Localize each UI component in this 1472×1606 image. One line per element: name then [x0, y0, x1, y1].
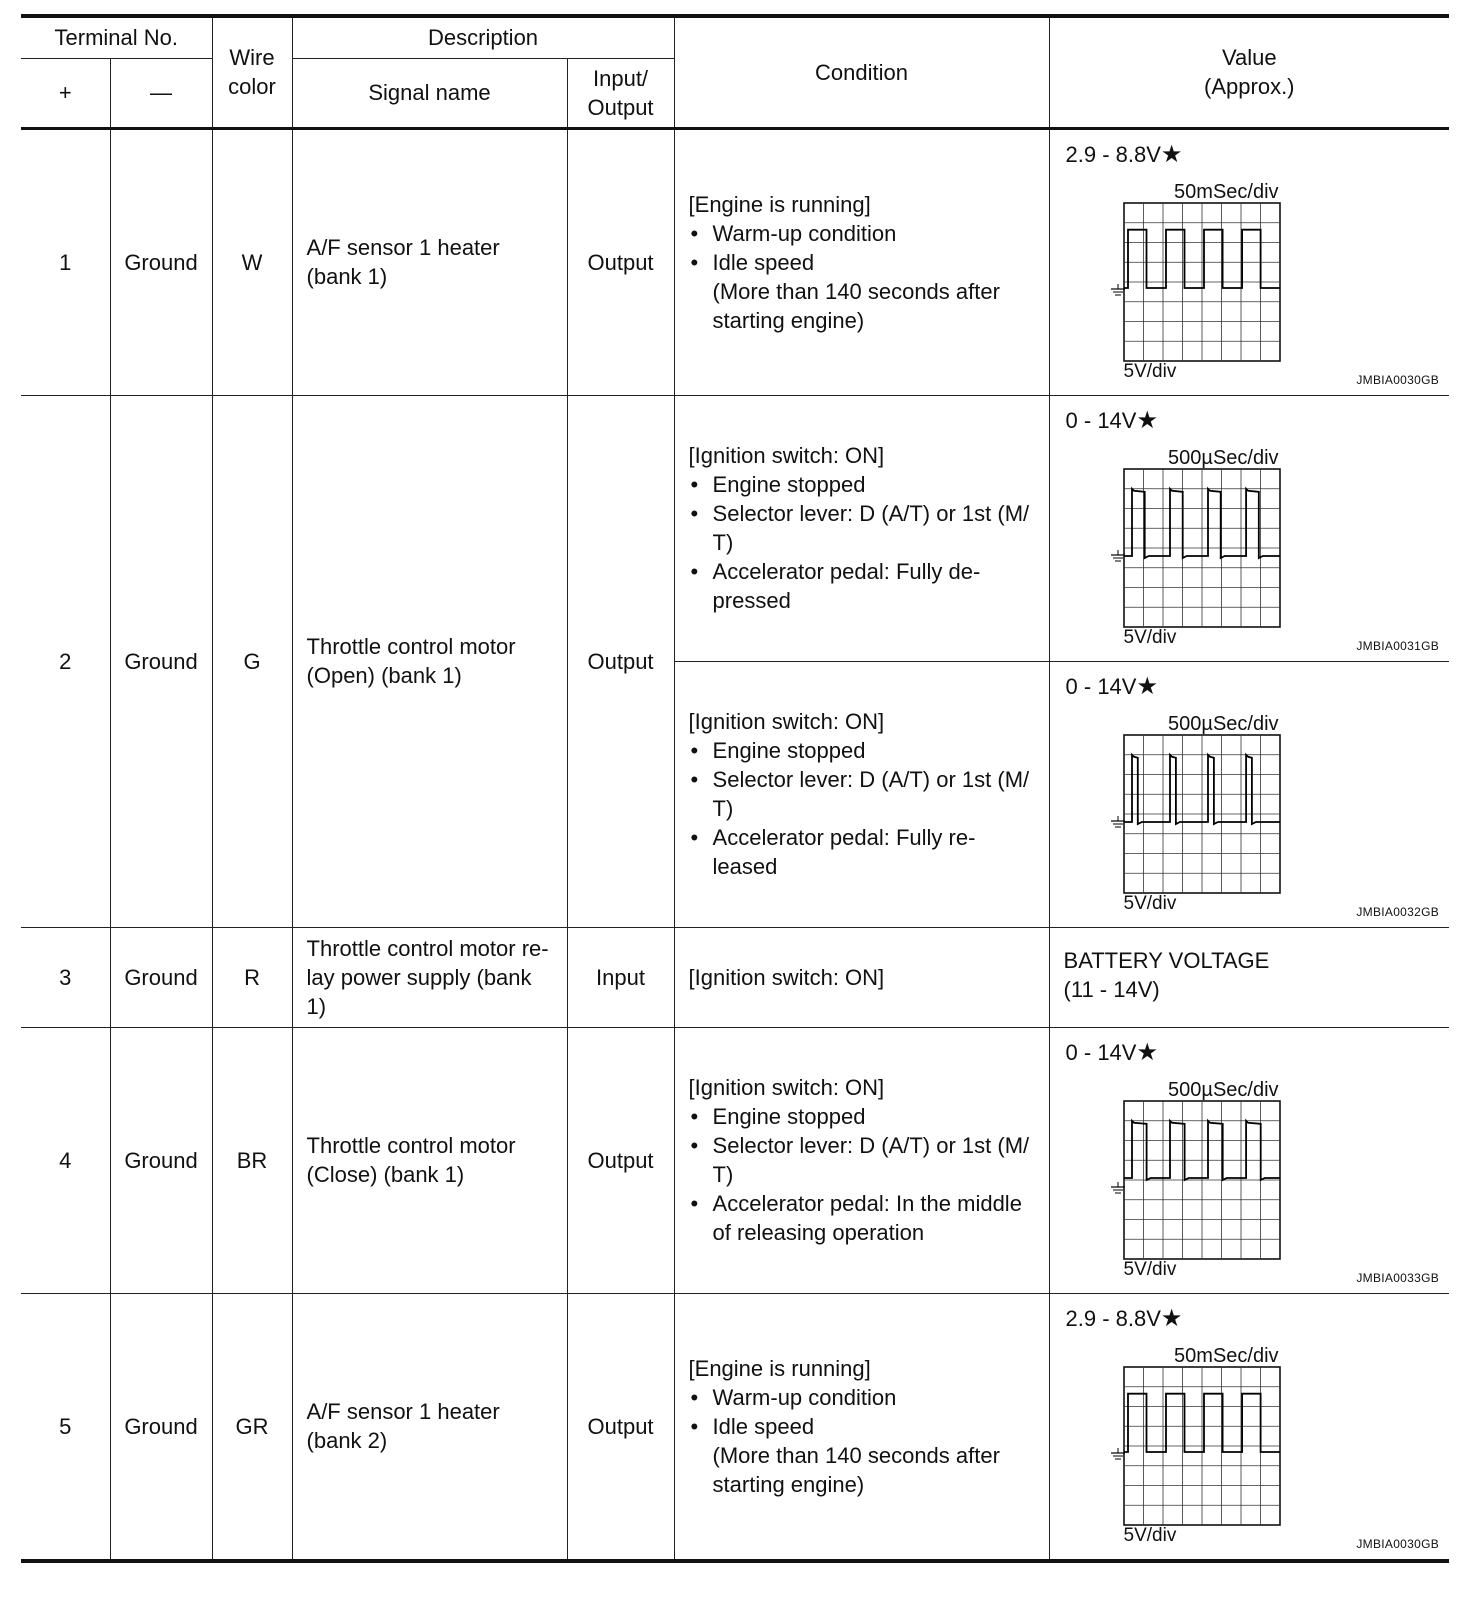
signal-name-line: (Open) (bank 1)	[306, 663, 462, 688]
condition-item	[689, 470, 1043, 499]
table-row	[21, 395, 1449, 661]
timebase-label: 500µSec/div	[1168, 446, 1279, 469]
terminal-plus: 2	[21, 395, 110, 927]
wire-color: BR	[212, 1027, 292, 1293]
condition-list	[689, 1383, 1043, 1441]
wire-color: W	[212, 128, 292, 395]
condition-item	[689, 1131, 1043, 1189]
condition-item-text: Selector lever: D (A/T) or 1st (M/ T)	[712, 501, 1030, 555]
signal-name-line: Throttle control motor	[306, 634, 516, 659]
timebase-label: 500µSec/div	[1168, 1078, 1279, 1101]
figure-code: JMBIA0033GB	[1356, 1270, 1440, 1285]
condition-title: [Engine is running]	[688, 1355, 871, 1381]
condition-title: [Ignition switch: ON]	[688, 964, 885, 990]
signal-name-line: A/F sensor 1 heater	[306, 1399, 500, 1424]
value-text: BATTERY VOLTAGE	[1063, 947, 1270, 973]
input-output: Output	[567, 1027, 674, 1293]
value-cell	[1049, 661, 1449, 927]
header-value: Value (Approx.)	[1049, 16, 1449, 128]
condition-item-text: Engine stopped	[712, 472, 866, 497]
signal-name-line: (bank 1)	[306, 264, 388, 289]
condition-cell	[674, 1293, 1049, 1561]
condition-title: [Ignition switch: ON]	[688, 1075, 885, 1100]
oscilloscope-grid	[1102, 1366, 1282, 1526]
header-input-output: Input/ Output	[567, 58, 674, 128]
value-cell	[1049, 927, 1449, 1027]
timebase-label: 50mSec/div	[1174, 180, 1279, 203]
condition-item-text: Warm-up condition	[712, 220, 897, 246]
condition-note: (More than 140 seconds after	[712, 278, 1000, 304]
input-output: Input	[567, 927, 674, 1027]
condition-list	[689, 470, 1043, 615]
voltage-range-text: 2.9 - 8.8V	[1065, 1305, 1161, 1331]
ground-icon	[1111, 1448, 1125, 1459]
star-icon: ★	[1136, 1038, 1158, 1066]
condition-item-text: Engine stopped	[712, 738, 866, 763]
volt-div-label: 5V/div	[1123, 1258, 1177, 1280]
condition-item	[689, 1189, 1043, 1247]
signal-name	[292, 1293, 567, 1561]
terminal-minus: Ground	[110, 395, 212, 927]
condition-item-text: Accelerator pedal: Fully re- leased	[712, 825, 976, 879]
signal-name	[292, 927, 567, 1027]
signal-name-line: (bank 2)	[306, 1428, 388, 1453]
waveform-figure	[1050, 1294, 1450, 1559]
ground-icon	[1111, 284, 1125, 295]
condition-cell	[674, 1027, 1049, 1293]
input-output: Output	[567, 128, 674, 395]
star-icon: ★	[1160, 1304, 1183, 1332]
condition-item	[689, 499, 1043, 557]
signal-name	[292, 395, 567, 927]
oscilloscope-grid	[1102, 468, 1282, 628]
voltage-range-text: 0 - 14V	[1065, 407, 1137, 433]
condition-item	[689, 219, 1043, 248]
signal-name-line: Throttle control motor re-	[306, 935, 549, 961]
table-row	[21, 1027, 1449, 1293]
condition-item	[689, 248, 1043, 277]
terminal-minus: Ground	[110, 128, 212, 395]
terminal-plus: 4	[21, 1027, 110, 1293]
table-row	[21, 927, 1449, 1027]
wire-color: G	[212, 395, 292, 927]
star-icon: ★	[1136, 406, 1158, 434]
header-wire-color: Wire color	[212, 16, 292, 128]
voltage-range	[1066, 1304, 1183, 1333]
condition-cell	[674, 927, 1049, 1027]
volt-div-label: 5V/div	[1123, 360, 1177, 382]
condition-item	[689, 1102, 1043, 1131]
value-text: (11 - 14V)	[1063, 976, 1160, 1002]
condition-note: starting engine)	[712, 307, 865, 333]
header-minus: —	[110, 58, 212, 128]
condition-note: (More than 140 seconds after	[712, 1442, 1000, 1468]
waveform-figure	[1050, 1028, 1450, 1293]
header-terminal-no: Terminal No.	[21, 16, 212, 58]
ground-icon	[1111, 550, 1125, 561]
table-row	[21, 128, 1449, 395]
condition-cell	[674, 395, 1049, 661]
condition-item	[689, 736, 1043, 765]
value-cell	[1049, 128, 1449, 395]
input-output: Output	[567, 395, 674, 927]
oscilloscope-grid	[1102, 734, 1282, 894]
waveform-figure	[1050, 662, 1450, 927]
volt-div-label: 5V/div	[1123, 1524, 1177, 1546]
figure-code: JMBIA0030GB	[1356, 1536, 1440, 1551]
ground-icon	[1111, 1182, 1125, 1193]
condition-list	[689, 736, 1043, 881]
condition-item-text: Idle speed	[712, 249, 815, 275]
figure-code: JMBIA0031GB	[1356, 638, 1440, 653]
waveform-figure	[1050, 396, 1450, 661]
terminal-table	[21, 14, 1449, 1563]
wire-color: R	[212, 927, 292, 1027]
condition-title: [Ignition switch: ON]	[688, 709, 885, 734]
header-condition: Condition	[674, 16, 1049, 128]
terminal-minus: Ground	[110, 1027, 212, 1293]
condition-item	[689, 1383, 1043, 1412]
header-description: Description	[292, 16, 674, 58]
condition-item-text: Engine stopped	[712, 1104, 866, 1129]
condition-note: starting engine)	[712, 1471, 865, 1497]
header-signal-name: Signal name	[292, 58, 567, 128]
condition-item-text: Selector lever: D (A/T) or 1st (M/ T)	[712, 767, 1030, 821]
table-row	[21, 1293, 1449, 1561]
condition-title: [Ignition switch: ON]	[688, 443, 885, 468]
voltage-range	[1066, 1038, 1158, 1067]
terminal-minus: Ground	[110, 927, 212, 1027]
terminal-plus: 5	[21, 1293, 110, 1561]
volt-div-label: 5V/div	[1123, 892, 1177, 914]
voltage-range-text: 0 - 14V	[1065, 1039, 1137, 1065]
volt-div-label: 5V/div	[1123, 626, 1177, 648]
voltage-range	[1066, 140, 1183, 169]
signal-name-line: Throttle control motor	[306, 1133, 516, 1158]
condition-item-text: Accelerator pedal: In the middle of releasing operation	[712, 1191, 1022, 1245]
figure-code: JMBIA0030GB	[1356, 372, 1440, 387]
star-icon: ★	[1160, 140, 1183, 168]
condition-list	[689, 219, 1043, 277]
condition-cell	[674, 128, 1049, 395]
voltage-range	[1066, 406, 1158, 435]
signal-name	[292, 1027, 567, 1293]
input-output: Output	[567, 1293, 674, 1561]
timebase-label: 50mSec/div	[1174, 1344, 1279, 1367]
oscilloscope-grid	[1102, 1100, 1282, 1260]
terminal-plus: 3	[21, 927, 110, 1027]
value-cell	[1049, 395, 1449, 661]
condition-item-text: Idle speed	[712, 1413, 815, 1439]
signal-name	[292, 128, 567, 395]
condition-item	[689, 765, 1043, 823]
signal-name-line: (Close) (bank 1)	[306, 1162, 465, 1187]
terminal-plus: 1	[21, 128, 110, 395]
value-cell	[1049, 1027, 1449, 1293]
signal-name-line: lay power supply (bank	[306, 964, 532, 990]
signal-name-line: 1)	[306, 993, 327, 1019]
voltage-range	[1066, 672, 1158, 701]
value-cell	[1049, 1293, 1449, 1561]
waveform-figure	[1050, 130, 1450, 395]
voltage-range-text: 0 - 14V	[1065, 673, 1137, 699]
condition-cell	[674, 661, 1049, 927]
figure-code: JMBIA0032GB	[1356, 904, 1440, 919]
terminal-minus: Ground	[110, 1293, 212, 1561]
signal-name-line: A/F sensor 1 heater	[306, 235, 500, 260]
condition-item-text: Accelerator pedal: Fully de- pressed	[712, 559, 981, 613]
star-icon: ★	[1136, 672, 1158, 700]
condition-item-text: Warm-up condition	[712, 1384, 897, 1410]
condition-item	[689, 823, 1043, 881]
wire-color: GR	[212, 1293, 292, 1561]
condition-item-text: Selector lever: D (A/T) or 1st (M/ T)	[712, 1133, 1030, 1187]
voltage-range-text: 2.9 - 8.8V	[1065, 141, 1161, 167]
condition-item	[689, 1412, 1043, 1441]
header-plus: +	[21, 58, 110, 128]
ground-icon	[1111, 816, 1125, 827]
condition-list	[689, 1102, 1043, 1247]
oscilloscope-grid	[1102, 202, 1282, 362]
timebase-label: 500µSec/div	[1168, 712, 1279, 735]
condition-title: [Engine is running]	[688, 191, 871, 217]
condition-item	[689, 557, 1043, 615]
